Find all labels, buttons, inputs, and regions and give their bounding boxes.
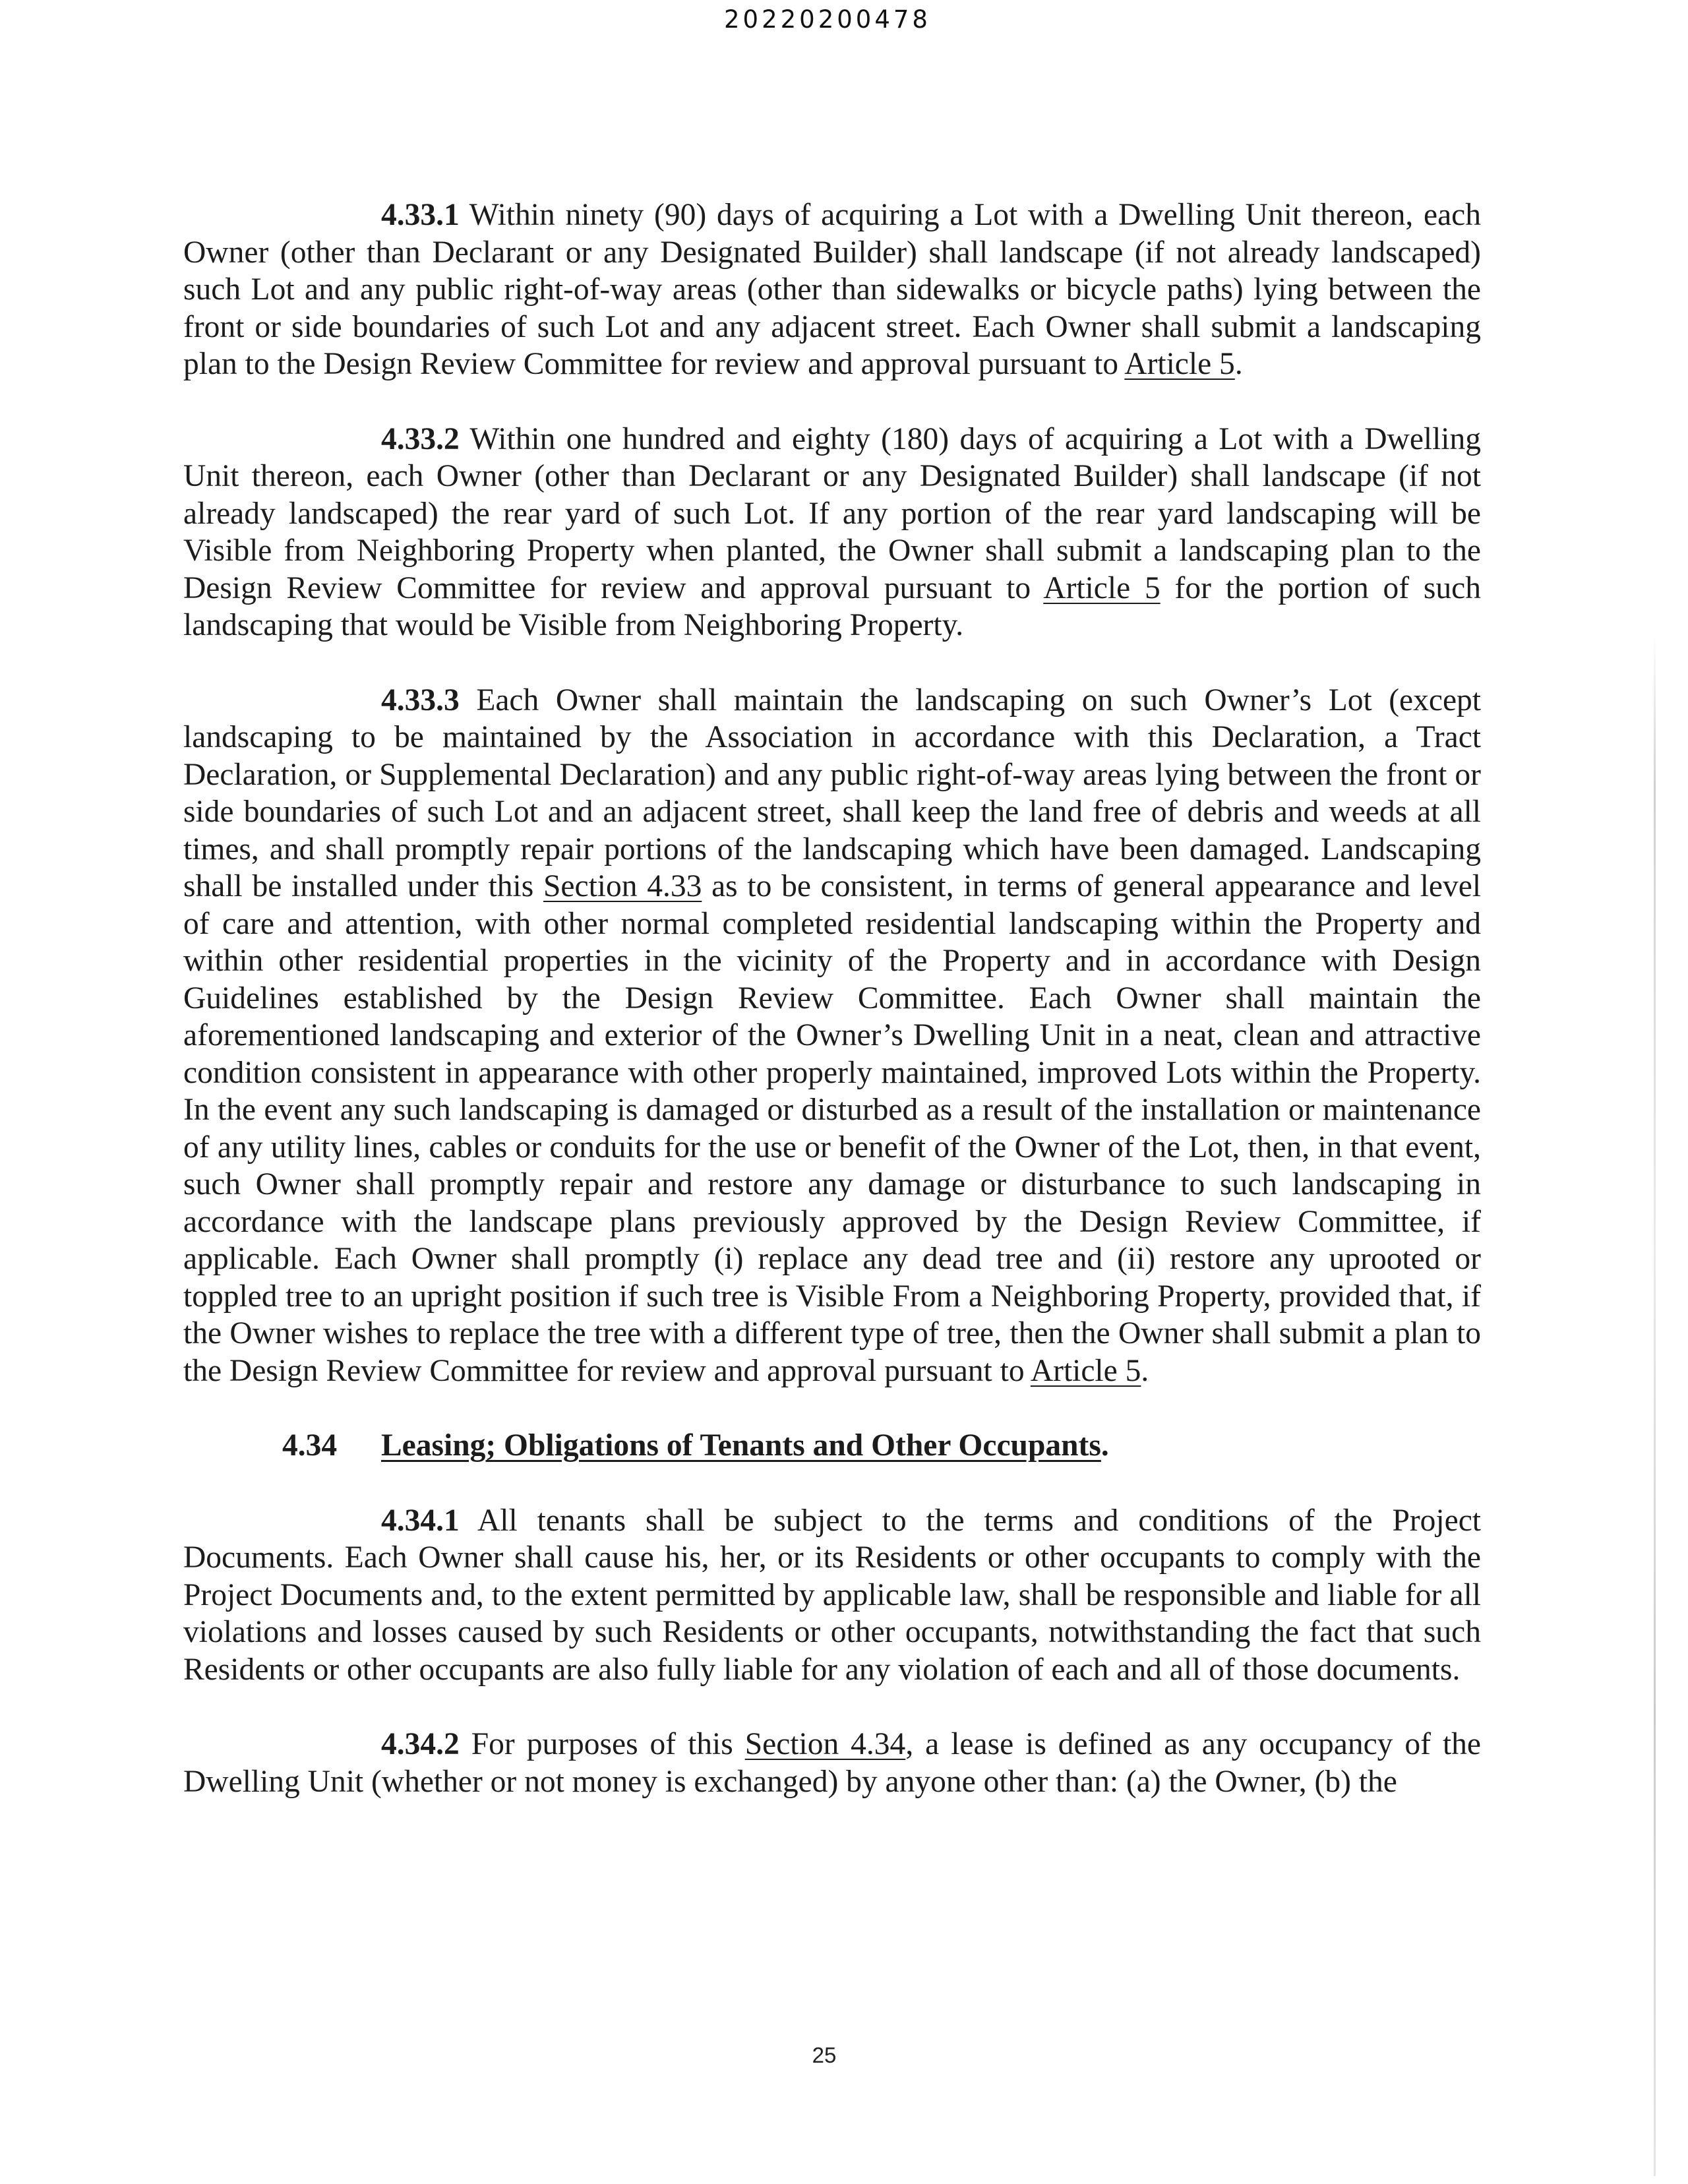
cross-reference-link: Section 4.33: [543, 869, 702, 903]
paragraph-4-33-3: [183, 682, 1481, 1390]
paragraph-number: 4.33.1: [381, 198, 460, 232]
paragraph-text: All tenants shall be subject to the terms and conditions of the Project Documents. Each Owner shall cause his, her, or its Residents or other occupants to comply with the Project Documents and, to the extent permitted by applicable law, shall be responsible and liable for all violations and losses caused by such Residents or other occupants, notwithstanding the fact that such Residents or other occupants are also fully liable for any violation of each and all of those documents.: [183, 1503, 1481, 1687]
paragraph-text: Each Owner shall maintain the landscaping on such Owner’s Lot (except landscaping to be maintained by the Association in accordance with this Declaration, a Tract Declaration, or Supplemental Declaration) and any public right-of-way areas lying between the front or side boundaries of such Lot and an adjacent street, shall keep the land free of debris and weeds at all times, and shall promptly repair portions of the landscaping which have been damaged. Landscaping shall be installed under this: [183, 682, 1481, 903]
cross-reference-link: Article 5: [1124, 347, 1235, 381]
section-title: Leasing; Obligations of Tenants and Other Occupants: [381, 1428, 1101, 1463]
paragraph-4-34-1: [183, 1502, 1481, 1689]
paragraph-4-33-1: [183, 197, 1481, 383]
cross-reference-link: Article 5: [1030, 1353, 1141, 1388]
paragraph-number: 4.33.3: [381, 682, 460, 717]
section-title-period: .: [1100, 1428, 1109, 1463]
paragraph-text: Within ninety (90) days of acquiring a Lot with a Dwelling Unit thereon, each Owner (other than Declarant or any Designated Builder) shall landscape (if not already landscaped) such Lot and any public right-of-way areas (other than sidewalks or bicycle paths) lying between the front or side boundaries of such Lot and any adjacent street. Each Owner shall submit a landscaping plan to the Design Review Committee for review and approval pursuant to: [183, 198, 1481, 381]
section-number: 4.34: [282, 1428, 338, 1463]
page-number: 25: [812, 2043, 837, 2067]
page-body: [183, 197, 1481, 1800]
paragraph-text-end: for the portion of such landscaping that would be Visible from Neighboring Property.: [183, 570, 1481, 642]
paragraph-4-33-2: [183, 421, 1481, 644]
paragraph-text-end: , a lease is defined as any occupancy of the Dwelling Unit (whether or not money is exchanged) by anyone other than: (a) the Owner, (b) the: [183, 1727, 1481, 1799]
paragraph-4-34-2: [183, 1726, 1481, 1800]
scan-edge-shadow: [1654, 633, 1656, 2176]
section-heading-4-34: [183, 1427, 1481, 1465]
paragraph-text: Within one hundred and eighty (180) days of acquiring a Lot with a Dwelling Unit thereon, each Owner (other than Declarant or any Designated Builder) shall landscape (if not already landscaped) the rear yard of such Lot. If any portion of the rear yard landscaping will be Visible from Neighboring Property when planted, the Owner shall submit a landscaping plan to the Design Review Committee for review and approval pursuant to: [183, 421, 1481, 605]
paragraph-number: 4.34.1: [381, 1503, 460, 1538]
cross-reference-link: Article 5: [1043, 570, 1160, 605]
cross-reference-link: Section 4.34: [744, 1727, 906, 1761]
document-number: 20220200478: [724, 5, 931, 34]
paragraph-text: For purposes of this: [459, 1727, 745, 1761]
paragraph-text-middle: as to be consistent, in terms of general appearance and level of care and attention, with other normal completed residential landscaping within the Property and within other residential properties in the vicinity of the Property and in accordance with Design Guidelines established by the Design Review Committee. Each Owner shall maintain the aforementioned landscaping and exterior of the Owner’s Dwelling Unit in a neat, clean and attractive condition consistent in appearance with other properly maintained, improved Lots within the Property. In the event any such landscaping is damaged or disturbed as a result of the installation or maintenance of any utility lines, cables or conduits for the use or benefit of the Owner of the Lot, then, in that event, such Owner shall promptly repair and restore any damage or disturbance to such landscaping in accordance with the landscape plans previously approved by the Design Review Committee, if applicable. Each Owner shall promptly (i) replace any dead tree and (ii) restore any uprooted or toppled tree to an upright position if such tree is Visible From a Neighboring Property, provided that, if the Owner wishes to replace the tree with a different type of tree, then the Owner shall submit a plan to the Design Review Committee for review and approval pursuant to: [183, 869, 1482, 1388]
paragraph-text-end: .: [1141, 1353, 1149, 1388]
paragraph-text-end: .: [1234, 347, 1243, 381]
paragraph-number: 4.33.2: [381, 421, 460, 456]
paragraph-number: 4.34.2: [381, 1727, 460, 1761]
